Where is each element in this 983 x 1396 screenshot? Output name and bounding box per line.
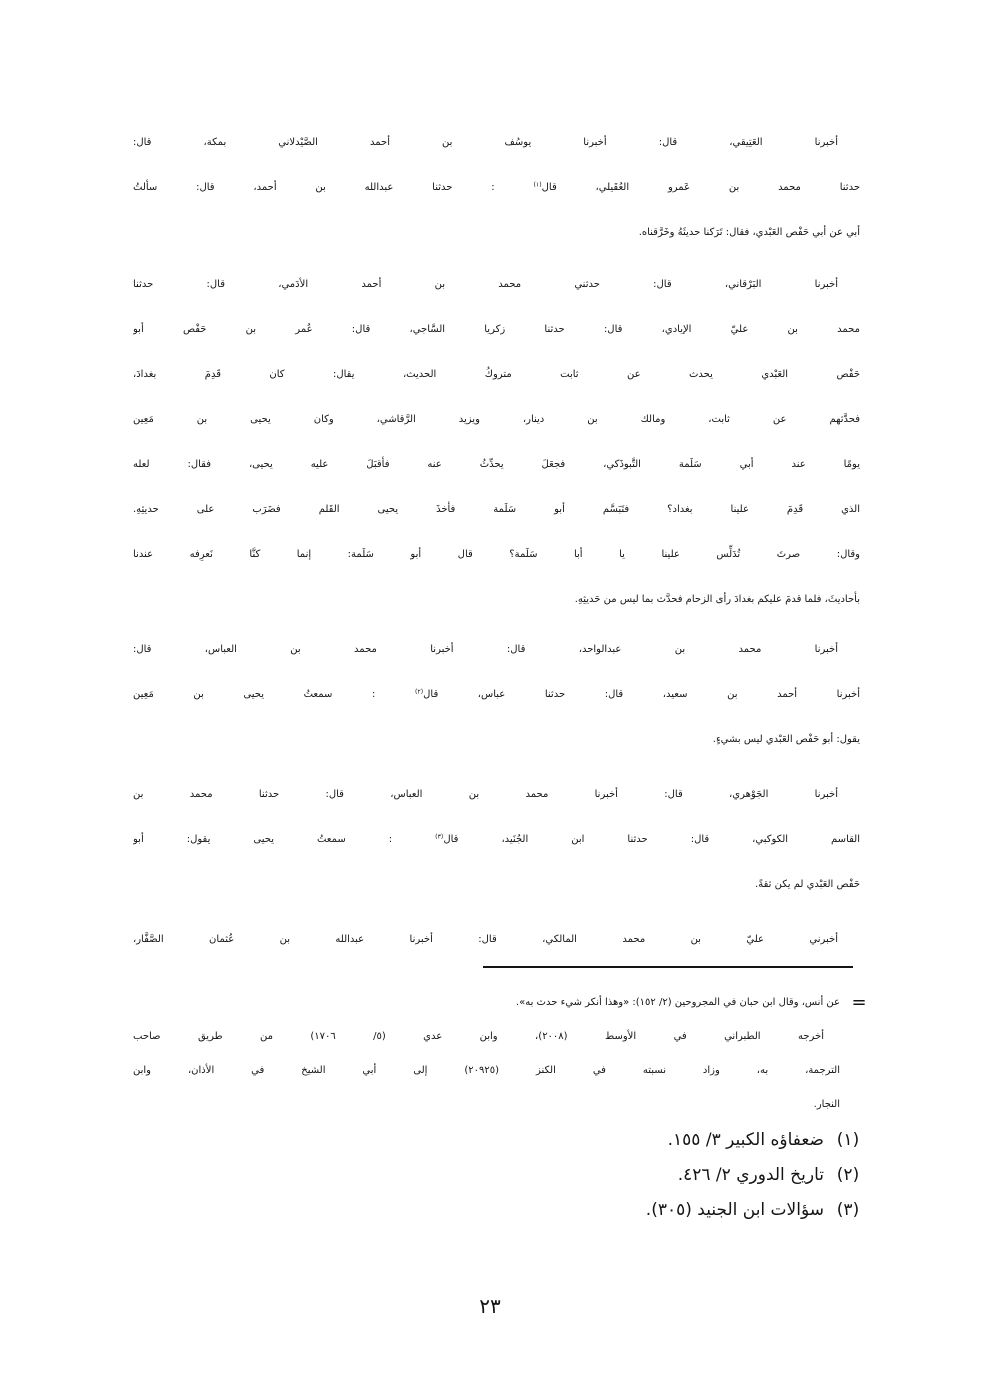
- footnote-line: أخرجه الطبراني في الأوسط (٢٠٠٨)، وابن عدي (٥/ ١٧٠٦) من طريق صاحب: [133, 1031, 824, 1042]
- footnote-number: (٢): [836, 1165, 860, 1185]
- footnote-text: سؤالات ابن الجنيد (٣٠٥).: [645, 1200, 824, 1220]
- footnote-text: ضعفاؤه الكبير ٣/ ١٥٥.: [667, 1130, 824, 1150]
- footnote-line: عن أنس، وقال ابن حبان في المجروحين (٢/ ١٥٢): «وهذا أنكر شيء حدث به».: [515, 997, 840, 1008]
- footnote-number: (٣): [836, 1200, 860, 1220]
- paragraph: [133, 917, 860, 962]
- body-line: وقال: صرتَ تُدَلِّس علينا يا أبا سَلَمة؟ قال أبو سَلَمة: إنما كنَّا نَعرِفه عندنا: [133, 549, 860, 560]
- footnote-ref: (٢): [414, 688, 424, 696]
- body-line: يومًا عند أبي سَلَمة التَّبوذَكي، فجعَلَ يحدِّثُ عنه فأقبَلَ عليه يحيى، فقال: لعله: [133, 459, 860, 470]
- body-line: يقول: أبو حَفْص العَبْدي ليس بشيءٍ.: [712, 734, 860, 745]
- line-text: أخبرنا أحمد بن سعيد، قال: حدثنا عباس، قال: [423, 689, 860, 700]
- body-line: أخبرنا البَرْقاني، قال: حدثني محمد بن أحمد الأدَمي، قال: حدثنا: [133, 279, 838, 290]
- page-number: ٢٣: [479, 1294, 501, 1318]
- footnote-note: [133, 1158, 862, 1193]
- body-line: أخبرني عليّ بن محمد المالكي، قال: أخبرنا عبدالله بن عُثمان الصَّفَّار،: [133, 934, 838, 945]
- line-text: القاسم الكوكبي، قال: حدثنا ابن الجُنَيد، قال: [443, 834, 860, 845]
- footnote-line: الترجمة، به، وزاد نسبته في الكنز (٢٠٩٢٥) إلى أبي الشيخ في الأذان، وابن: [133, 1065, 840, 1076]
- body-line: أخبرنا الجَوْهري، قال: أخبرنا محمد بن العباس، قال: حدثنا محمد بن: [133, 789, 838, 800]
- footnote-number: (١): [836, 1130, 860, 1150]
- line-text: : سمعتُ يحيى بن مَعِين: [133, 689, 415, 700]
- paragraph: [133, 262, 860, 622]
- line-text: حدثنا محمد بن عَمرو العُقَيلي، قال: [541, 182, 860, 193]
- footnote-text: تاريخ الدوري ٢/ ٤٢٦.: [677, 1165, 824, 1185]
- footnote-note: [133, 1193, 862, 1228]
- body-line: أخبرنا محمد بن عبدالواحد، قال: أخبرنا محمد بن العباس، قال:: [133, 644, 838, 655]
- body-line: [133, 817, 860, 862]
- footnote-continuation: [133, 986, 840, 1122]
- line-text: : حدثنا عبدالله بن أحمد، قال: سألتُ: [133, 182, 534, 193]
- paragraph: [133, 120, 860, 255]
- body-line: حَفْص العَبْدي يحدث عن ثابت متروكُ الحديث، يقال: كان قَدِمَ بغدادَ،: [133, 369, 860, 380]
- footnote-ref: (٣): [435, 833, 444, 841]
- body-line: أبي عن أبي حَفْص العَبْدي، فقال: تَرَكنا حديثَهُ وخَرَّقناه.: [638, 227, 860, 238]
- footnote-note: [133, 1123, 862, 1158]
- body-line: أخبرنا العَتِيقي، قال: أخبرنا يوسُف بن أحمد الصَّيْدلاني بمكة، قال:: [133, 137, 838, 148]
- body-line: بأحاديثَ، فلما قدمَ عليكم بغدادَ رأى الزحام فحدَّث بما ليس من حَديثِهِ.: [574, 594, 860, 605]
- paragraph: [133, 772, 860, 907]
- body-line: حَفْص العَبْدي لم يكن ثقةً.: [755, 879, 860, 890]
- footnote-list: [133, 1123, 862, 1228]
- line-text: : سمعتُ يحيى يقول: أبو: [133, 834, 436, 845]
- body-line: الذي قَدِمَ علينا بغداد؟ فتَبَسَّم أبو سَلَمة فأخذَ يحيى القَلم فضَرَب على حديثِهِ.: [133, 504, 860, 515]
- body-line: فحدَّثهم عن ثابت، ومالك بن دينار، ويزيد الرَّقاشي، وكان يحيى بن مَعِين: [133, 414, 860, 425]
- body-line: [133, 165, 860, 210]
- footnote-ref: (١): [533, 181, 542, 189]
- footnote-rule: [483, 966, 853, 968]
- paragraph: [133, 627, 860, 762]
- body-line: محمد بن عليّ الإيادي، قال: حدثنا زكريا السَّاجي، قال: عُمر بن حَفْص أبو: [133, 324, 860, 335]
- continuation-mark: =: [851, 992, 867, 1013]
- footnote-line: النجار.: [813, 1099, 840, 1110]
- body-line: [133, 672, 860, 717]
